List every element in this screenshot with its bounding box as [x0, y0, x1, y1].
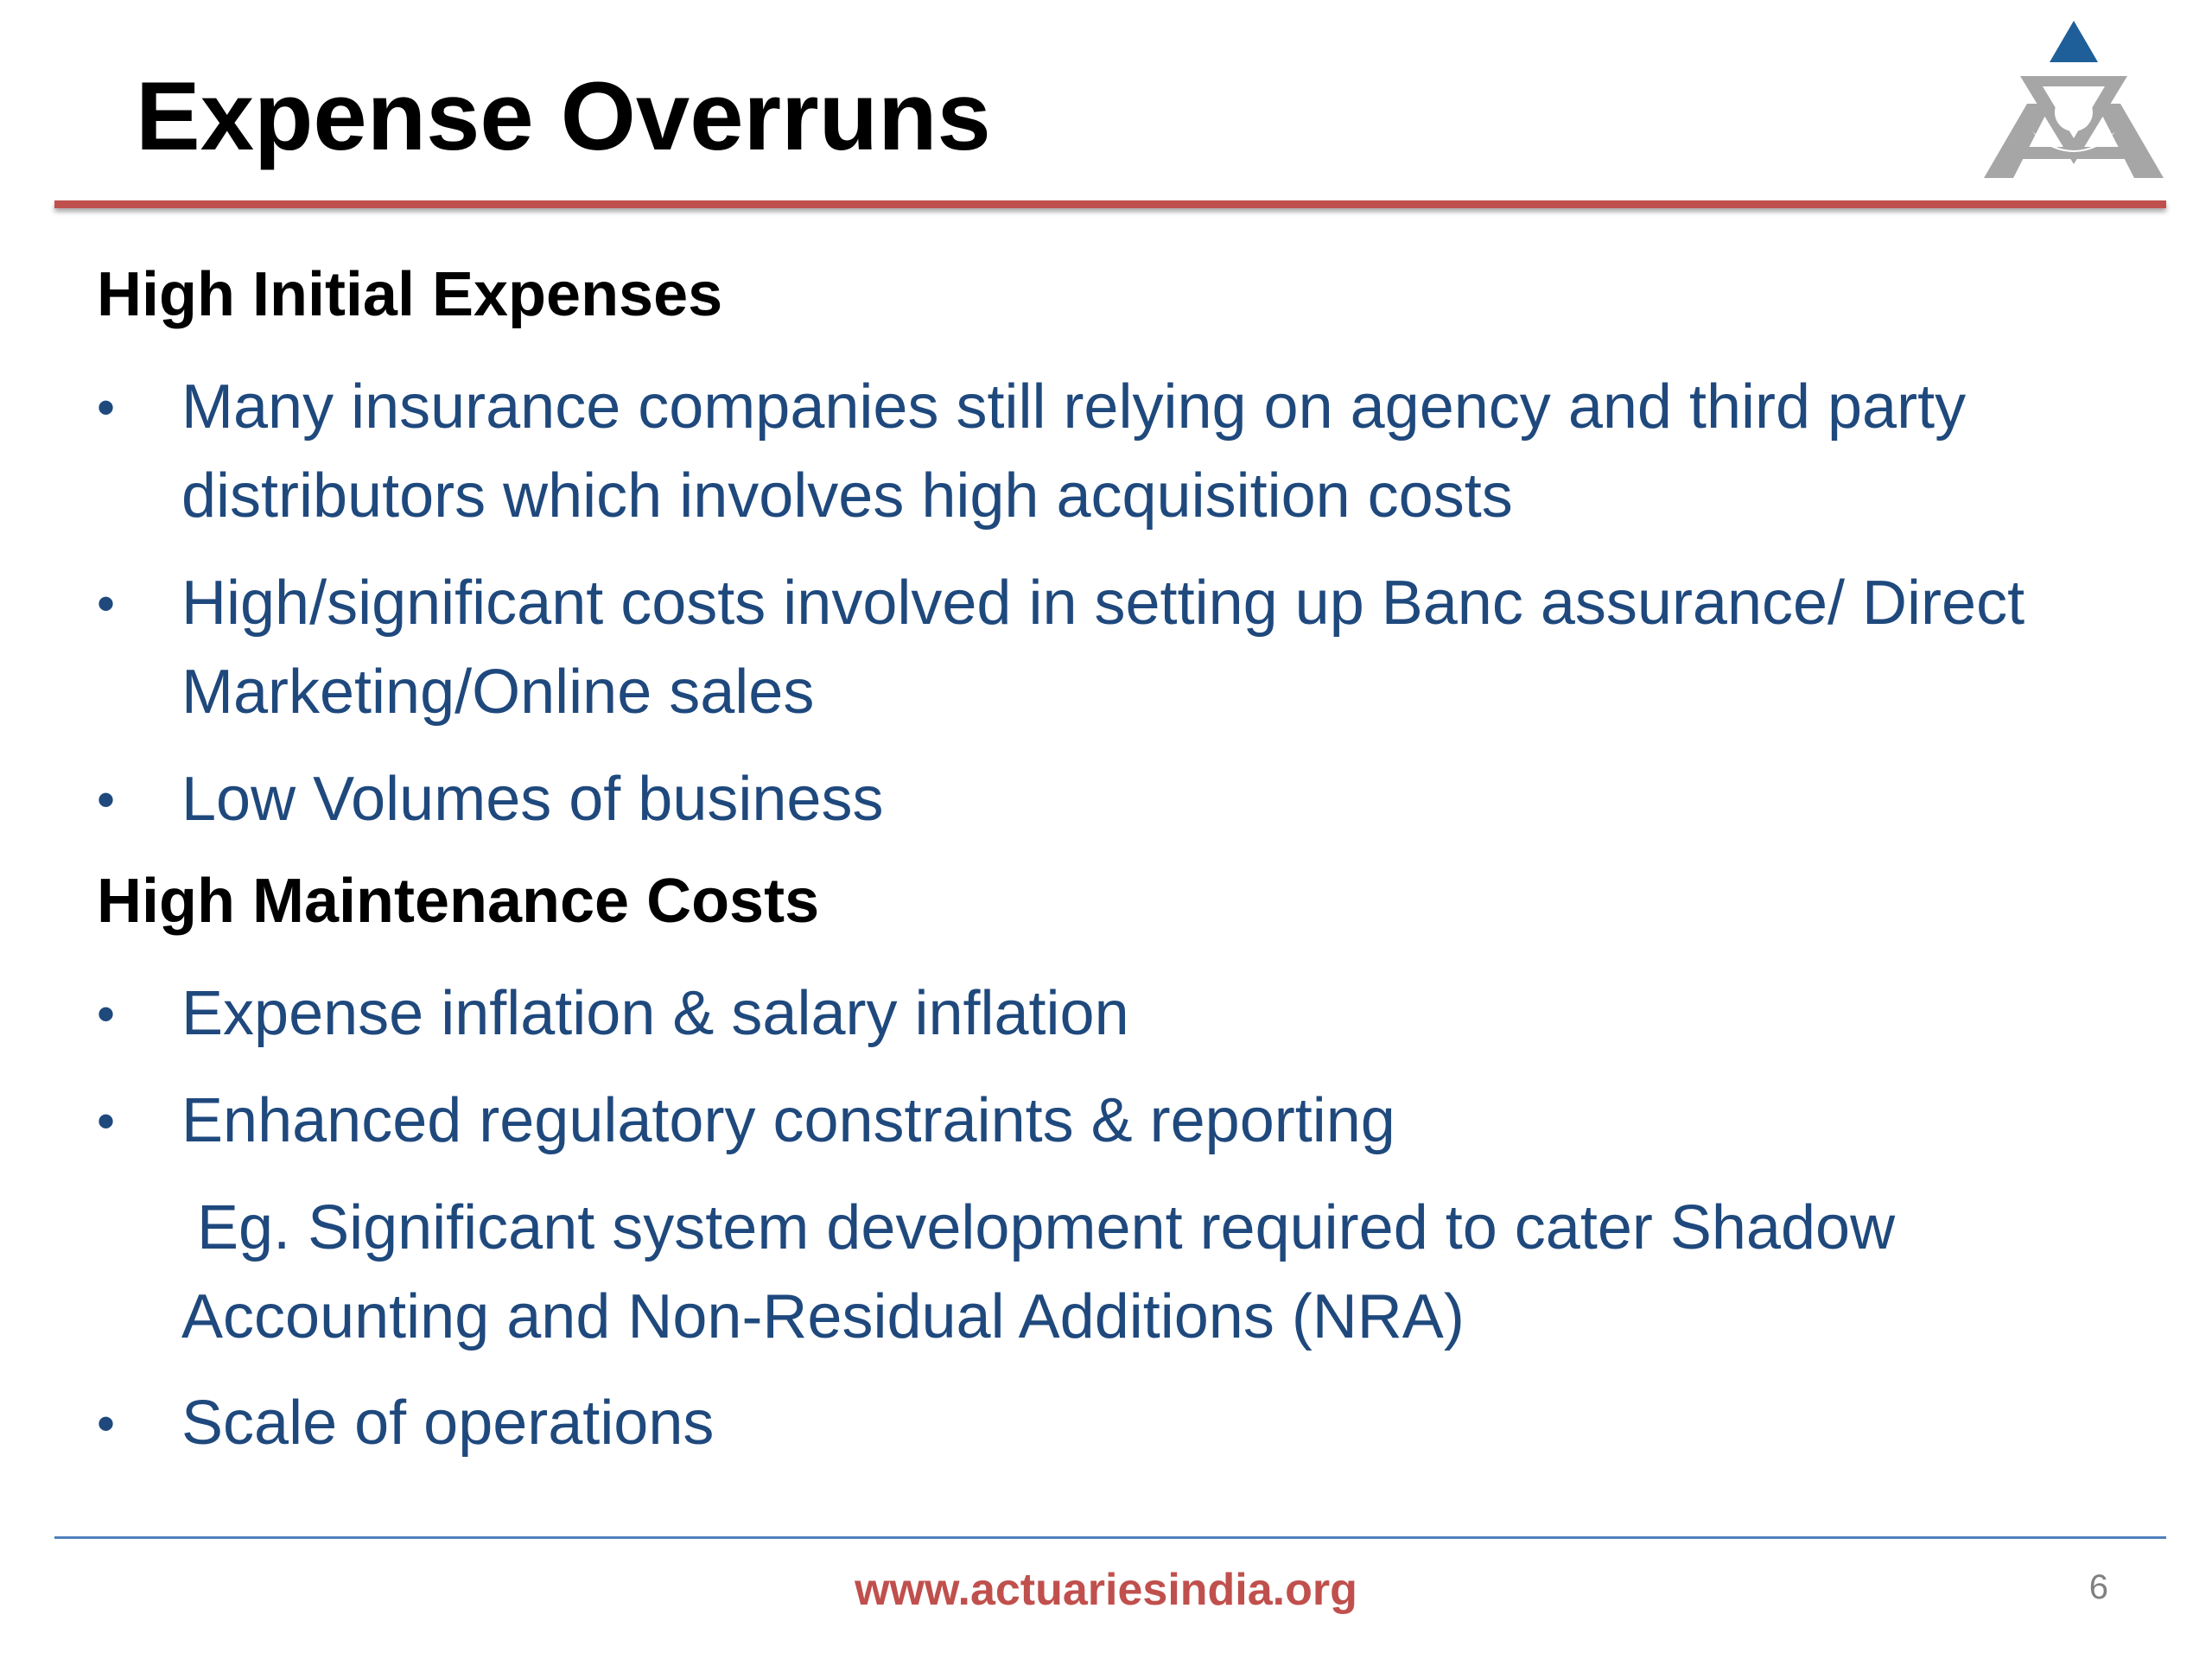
footer-divider: [54, 1536, 2166, 1539]
bullet-item: [97, 1077, 2136, 1166]
bullet-item: [97, 559, 2136, 737]
page-number: 6: [2088, 1568, 2108, 1606]
bullet-text: Low Volumes of business: [181, 765, 884, 834]
bullet-text: Scale of operations: [181, 1389, 715, 1458]
bullet-text: Enhanced regulatory constraints & reporting: [181, 1086, 1395, 1155]
footer-website-link[interactable]: www.actuariesindia.org: [855, 1565, 1357, 1615]
bullet-item: [97, 1379, 2136, 1468]
section-heading-initial-expenses: High Initial Expenses: [97, 260, 723, 329]
bullet-item: [97, 755, 2136, 844]
example-note: [181, 1184, 2169, 1362]
bullet-icon: •: [97, 771, 116, 829]
bullet-icon: •: [97, 1092, 116, 1150]
bullet-text: High/significant costs involved in setting up Banc assurance/ Direct Marketing/Online sales: [181, 569, 2025, 727]
slide-title: Expense Overruns: [136, 62, 991, 170]
example-note-text: Eg. Significant system development required to cater Shadow Accounting and Non-Residual Additions (NRA): [181, 1193, 1896, 1351]
bullet-text: Many insurance companies still relying on agency and third party distributors which involves high acquisition costs: [181, 372, 1967, 531]
bullet-item: [97, 969, 2136, 1058]
bullet-text: Expense inflation & salary inflation: [181, 979, 1129, 1048]
bullet-icon: •: [97, 985, 116, 1043]
bullet-icon: •: [97, 1395, 116, 1452]
section-heading-maintenance-costs: High Maintenance Costs: [97, 867, 820, 936]
bullet-icon: •: [97, 378, 116, 436]
bullet-item: [97, 363, 2136, 541]
bullet-icon: •: [97, 575, 116, 632]
